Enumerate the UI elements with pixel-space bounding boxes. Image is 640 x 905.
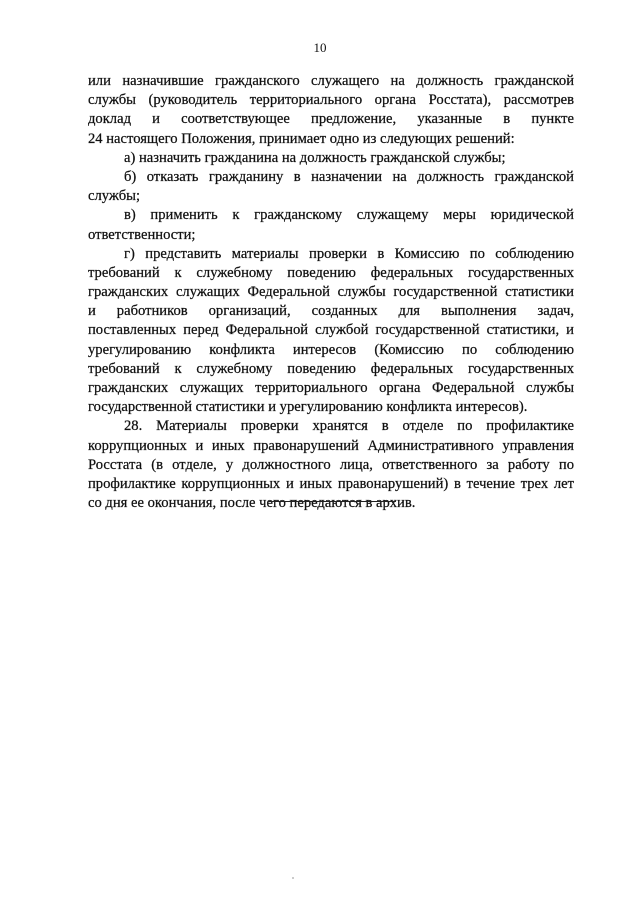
text-line: урегулированию конфликта интересов (Комиссию по соблюдению bbox=[88, 341, 574, 358]
document-body bbox=[88, 72, 574, 513]
end-separator-line bbox=[268, 501, 396, 502]
page-number: 10 bbox=[313, 40, 327, 55]
text-line: в) применить к гражданскому служащему меры юридической bbox=[124, 207, 574, 224]
text-line: гражданских служащих Федеральной службы государственной статистики bbox=[88, 284, 574, 301]
text-line: г) представить материалы проверки в Комиссию по соблюдению bbox=[124, 245, 574, 262]
text-line: государственной статистики и урегулированию конфликта интересов). bbox=[88, 399, 528, 416]
scan-artifact-dot bbox=[292, 877, 294, 879]
text-line: службы (руководитель территориального органа Росстата), рассмотрев bbox=[88, 92, 574, 109]
text-line: б) отказать гражданину в назначении на должность гражданской bbox=[124, 168, 574, 185]
text-line: со дня ее окончания, после чего передаются в архив. bbox=[88, 495, 416, 512]
text-line: гражданских служащих территориального органа Федеральной службы bbox=[88, 380, 574, 396]
text-line: а) назначить гражданина на должность гражданской службы; bbox=[124, 149, 506, 166]
text-line: доклад и соответствующее предложение, указанные в пункте bbox=[88, 111, 574, 128]
text-line: требований к служебному поведению федеральных государственных bbox=[88, 264, 574, 281]
text-line: профилактике коррупционных и иных правонарушений) в течение трех лет bbox=[88, 475, 574, 492]
text-line: Росстата (в отделе, у должностного лица, ответственного за работу по bbox=[88, 456, 574, 473]
text-line: коррупционных и иных правонарушений Административного управления bbox=[88, 437, 574, 454]
text-line: поставленных перед Федеральной службой государственной статистики, и bbox=[88, 322, 574, 339]
text-line: или назначившие гражданского служащего на должность гражданской bbox=[88, 73, 574, 89]
text-line: 28. Материалы проверки хранятся в отделе по профилактике bbox=[124, 418, 574, 435]
text-line: и работников организаций, созданных для выполнения задач, bbox=[88, 303, 574, 320]
text-line: требований к служебному поведению федеральных государственных bbox=[88, 360, 574, 377]
text-line: 24 настоящего Положения, принимает одно из следующих решений: bbox=[88, 130, 515, 147]
text-line: службы; bbox=[88, 188, 141, 205]
text-line: ответственности; bbox=[88, 226, 196, 243]
